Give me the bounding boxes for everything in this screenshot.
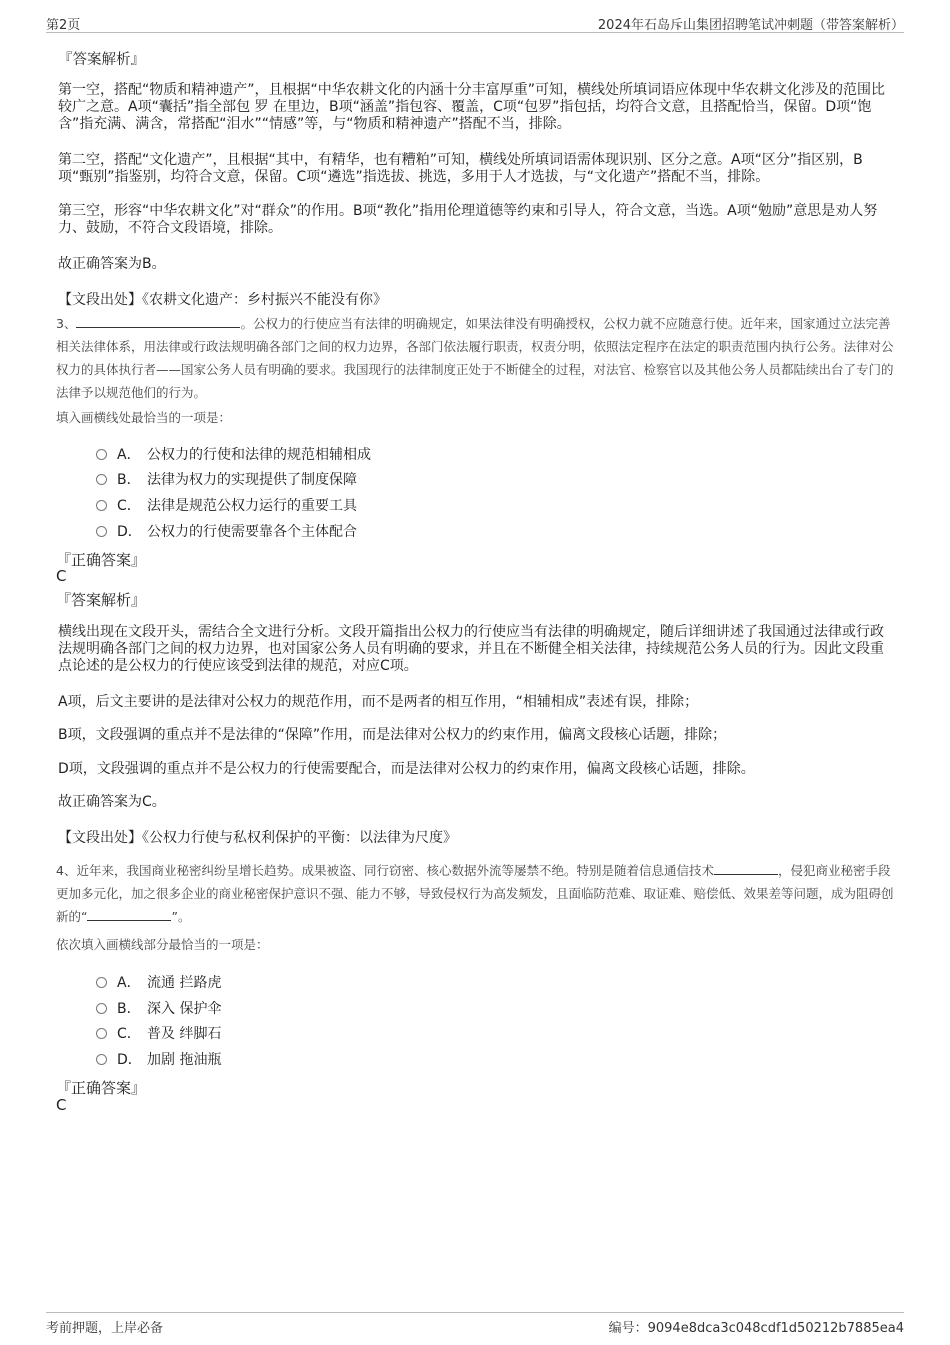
q4-prompt: 依次填入画横线部分最恰当的一项是：	[56, 937, 269, 952]
q3-option-c[interactable]: C． 法律是规范公权力运行的重要工具	[96, 495, 357, 515]
q3-answer: C	[56, 567, 67, 585]
q3-blank	[76, 315, 240, 328]
radio-icon[interactable]	[96, 474, 107, 485]
q2-explain-p3: 第三空，形容“中华农耕文化”对“群众”的作用。B项“教化”指用伦理道德等约束和引导人，符合文意，当选。A项“勉励”意思是劝人努力、鼓励，不符合文段语境，排除。	[58, 203, 878, 236]
q3-explain-p3: B项，文段强调的重点并不是法律的“保障”作用，而是法律对公权力的约束作用，偏离文段核心话题，排除；	[58, 727, 727, 743]
page-header	[46, 10, 904, 33]
q4-text: 4、近年来，我国商业秘密纠纷呈增长趋势。成果被盗、同行窃密、核心数据外流等屡禁不绝。特别是随着信息通信技术 ，侵犯商业秘密手段更加多元化，加之很多企业的商业秘密保护意识不强、能力不够，导致侵权行为高发频发，且面临防范难、取证难、赔偿低、效果差等问题，成为阻碍创新的“ ”。	[56, 863, 894, 924]
q3-source: 【文段出处】《公权力行使与私权利保护的平衡：以法律为尺度》	[58, 830, 457, 846]
q4-blank-1	[714, 862, 778, 875]
q2-explain-p2: 第二空，搭配“文化遗产”，且根据“其中，有精华，也有糟粕”可知，横线处所填词语需体现识别、区分之意。A项“区分”指区别，B项“甄别”指鉴别，均符合文意，保留。C项“遴选”指选拔、挑选，多用于人才选拔，与“文化遗产”搭配不当，排除。	[58, 152, 863, 185]
page-number: 第2页	[46, 18, 81, 33]
document-title: 2024年石岛斥山集团招聘笔试冲刺题（带答案解析）	[597, 18, 904, 33]
q4-option-c[interactable]: C． 普及 绊脚石	[96, 1023, 221, 1043]
q4-blank-2	[87, 908, 171, 921]
q3-option-d[interactable]: D． 公权力的行使需要靠各个主体配合	[96, 521, 357, 541]
q2-source: 【文段出处】《农耕文化遗产：乡村振兴不能没有你》	[58, 292, 387, 308]
footer-slogan: 考前押题，上岸必备	[46, 1321, 164, 1336]
radio-icon[interactable]	[96, 1003, 107, 1014]
q3-explain-p1: 横线出现在文段开头，需结合全文进行分析。文段开篇指出公权力的行使应当有法律的明确规定，随后详细讲述了我国通过法律或行政法规明确各部门之间的权力边界，也对国家公务人员有明确的要求，并且在不断健全相关法律，持续规范公务人员的行为。因此文段重点论述的是公权力的行使应该受到法律的规范，对应C项。	[58, 624, 884, 674]
radio-icon[interactable]	[96, 1028, 107, 1039]
q3-explain-p4: D项，文段强调的重点并不是公权力的行使需要配合，而是法律对公权力的约束作用，偏离文段核心话题，排除。	[58, 761, 755, 777]
q3-number: 3、	[56, 316, 77, 331]
radio-icon[interactable]	[96, 449, 107, 460]
q4-answer: C	[56, 1096, 67, 1114]
document-code: 编号：9094e8dca3c048cdf1d50212b7885ea4	[608, 1321, 904, 1336]
q4-answer-label: 『正确答案』	[56, 1079, 147, 1097]
q2-explain-p1: 第一空，搭配“物质和精神遗产”，且根据“中华农耕文化的内涵十分丰富厚重”可知，横线处所填词语应体现中华农耕文化涉及的范围比较广之意。A项“囊括”指全部包 罗 在里边，B项“涵盖”指包容、覆盖，C项“包罗”指包括，均符合文意，且搭配恰当，保留。D项“饱含”指充满、满含，常搭配“泪水”“情感”等，与“物质和精神遗产”搭配不当，排除。	[58, 82, 886, 132]
q2-conclusion: 故正确答案为B。	[58, 256, 166, 272]
q4-number: 4、	[56, 863, 77, 878]
page-footer	[46, 1312, 904, 1335]
q3-conclusion: 故正确答案为C。	[58, 794, 166, 810]
q4-option-a[interactable]: A． 流通 拦路虎	[96, 972, 221, 992]
q2-explain-label: 『答案解析』	[58, 52, 145, 68]
radio-icon[interactable]	[96, 977, 107, 988]
q3-prompt: 填入画横线处最恰当的一项是：	[56, 410, 232, 425]
q3-text	[56, 312, 900, 404]
q3-explain-label: 『答案解析』	[56, 591, 147, 609]
q3-option-b[interactable]: B． 法律为权力的实现提供了制度保障	[96, 469, 357, 489]
q3-option-a[interactable]: A． 公权力的行使和法律的规范相辅相成	[96, 444, 371, 464]
radio-icon[interactable]	[96, 526, 107, 537]
q3-body: 。公权力的行使应当有法律的明确规定，如果法律没有明确授权，公权力就不应随意行使。近年来，国家通过立法完善相关法律体系，用法律或行政法规明确各部门之间的权力边界，各部门依法履行职责，权责分明，依照法定程序在法定的职责范围内执行公务。法律对公权力的具体执行者——国家公务人员有明确的要求。我国现行的法律制度正处于不断健全的过程，对法官、检察官以及其他公务人员都陆续出台了专门的法律予以规范他们的行为。	[56, 316, 894, 400]
q3-answer-label: 『正确答案』	[56, 551, 147, 569]
radio-icon[interactable]	[96, 1054, 107, 1065]
q3-explain-p2: A项，后文主要讲的是法律对公权力的规范作用，而不是两者的相互作用，“相辅相成”表述有误，排除；	[58, 694, 699, 710]
q4-option-d[interactable]: D． 加剧 拖油瓶	[96, 1049, 221, 1069]
radio-icon[interactable]	[96, 500, 107, 511]
q4-option-b[interactable]: B． 深入 保护伞	[96, 998, 221, 1018]
